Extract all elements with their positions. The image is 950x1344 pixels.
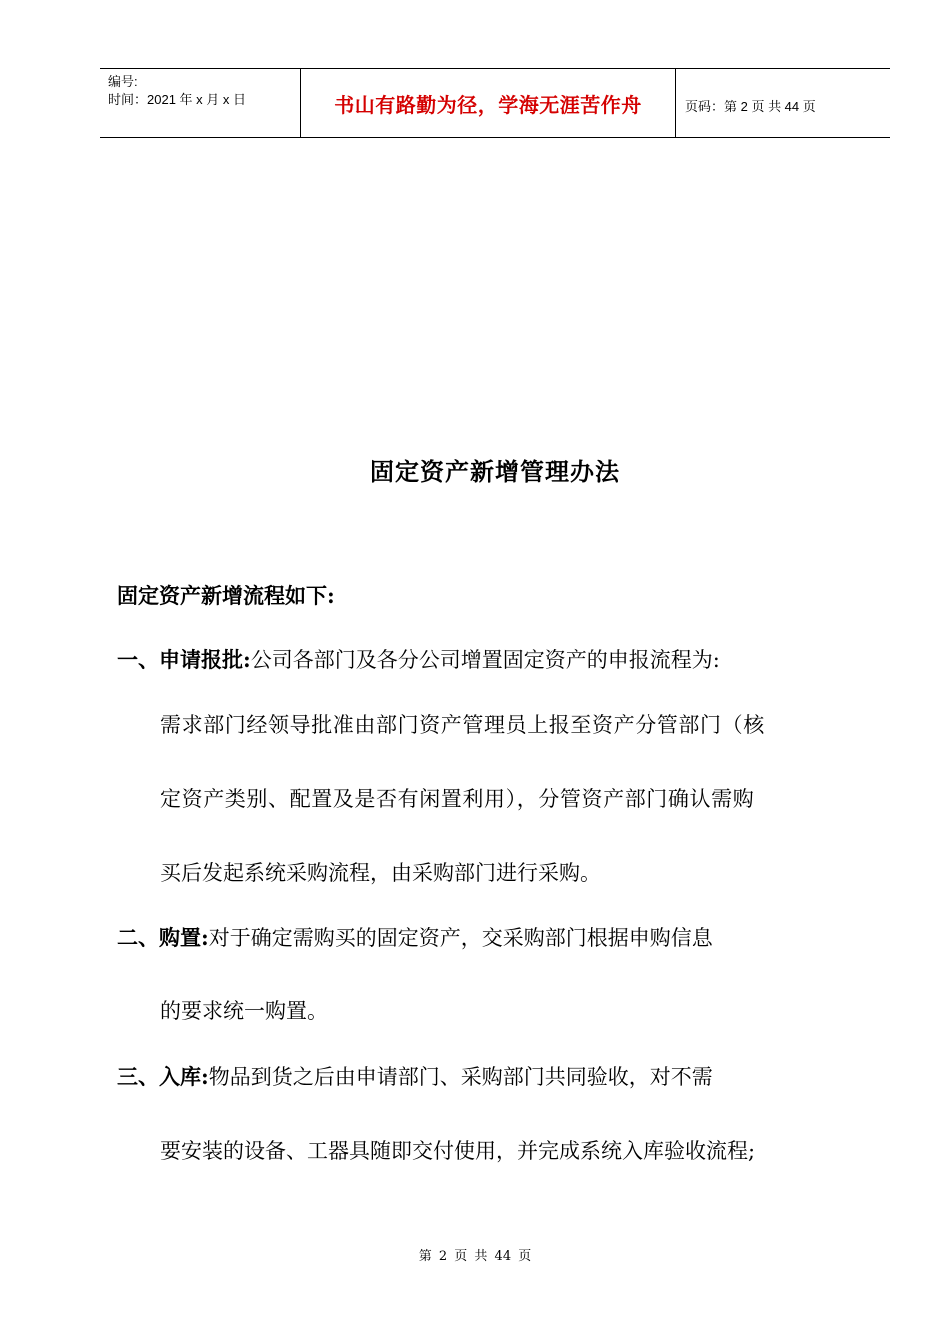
- section-1-text-1: 公司各部门及各分公司增置固定资产的申报流程为:: [250, 648, 720, 672]
- section-1-text-4: 买后发起系统采购流程，由采购部门进行采购。: [160, 861, 601, 885]
- section-3-heading: 三、入库:: [117, 1064, 209, 1089]
- section-3-text-2: 要安装的设备、工器具随即交付使用，并完成系统入库验收流程;: [160, 1139, 756, 1163]
- section-3-line-1: [117, 1061, 713, 1091]
- date-label: 时间：2021 年 x 月 x 日: [108, 92, 246, 107]
- section-1-heading: 一、申请报批:: [117, 647, 251, 672]
- section-3-text-1: 物品到货之后由申请部门、采购部门共同验收，对不需: [208, 1065, 713, 1089]
- header-motto-cell: [301, 69, 676, 137]
- section-2-heading: 二、购置:: [117, 925, 209, 950]
- doc-number-label: 编号:: [108, 74, 138, 89]
- header-page-info: 页码：第 2 页 共 44 页: [685, 99, 816, 114]
- document-title: 固定资产新增管理办法: [370, 457, 620, 486]
- process-subheading: 固定资产新增流程如下:: [117, 583, 335, 608]
- section-1-text-2: 需求部门经领导批准由部门资产管理员上报至资产分管部门（核: [160, 713, 765, 737]
- header-meta: [100, 69, 301, 137]
- header-motto: 书山有路勤为径，学海无涯苦作舟: [334, 92, 642, 117]
- page-footer: 第 2 页 共 44 页: [418, 1249, 532, 1264]
- section-1-line-1: [117, 644, 720, 674]
- section-2-text-1: 对于确定需购买的固定资产，交采购部门根据申购信息: [208, 926, 713, 950]
- section-1-text-3: 定资产类别、配置及是否有闲置利用），分管资产部门确认需购: [160, 787, 755, 811]
- page-header: [100, 68, 890, 138]
- section-2-text-2: 的要求统一购置。: [160, 999, 328, 1023]
- section-2-line-1: [117, 922, 713, 952]
